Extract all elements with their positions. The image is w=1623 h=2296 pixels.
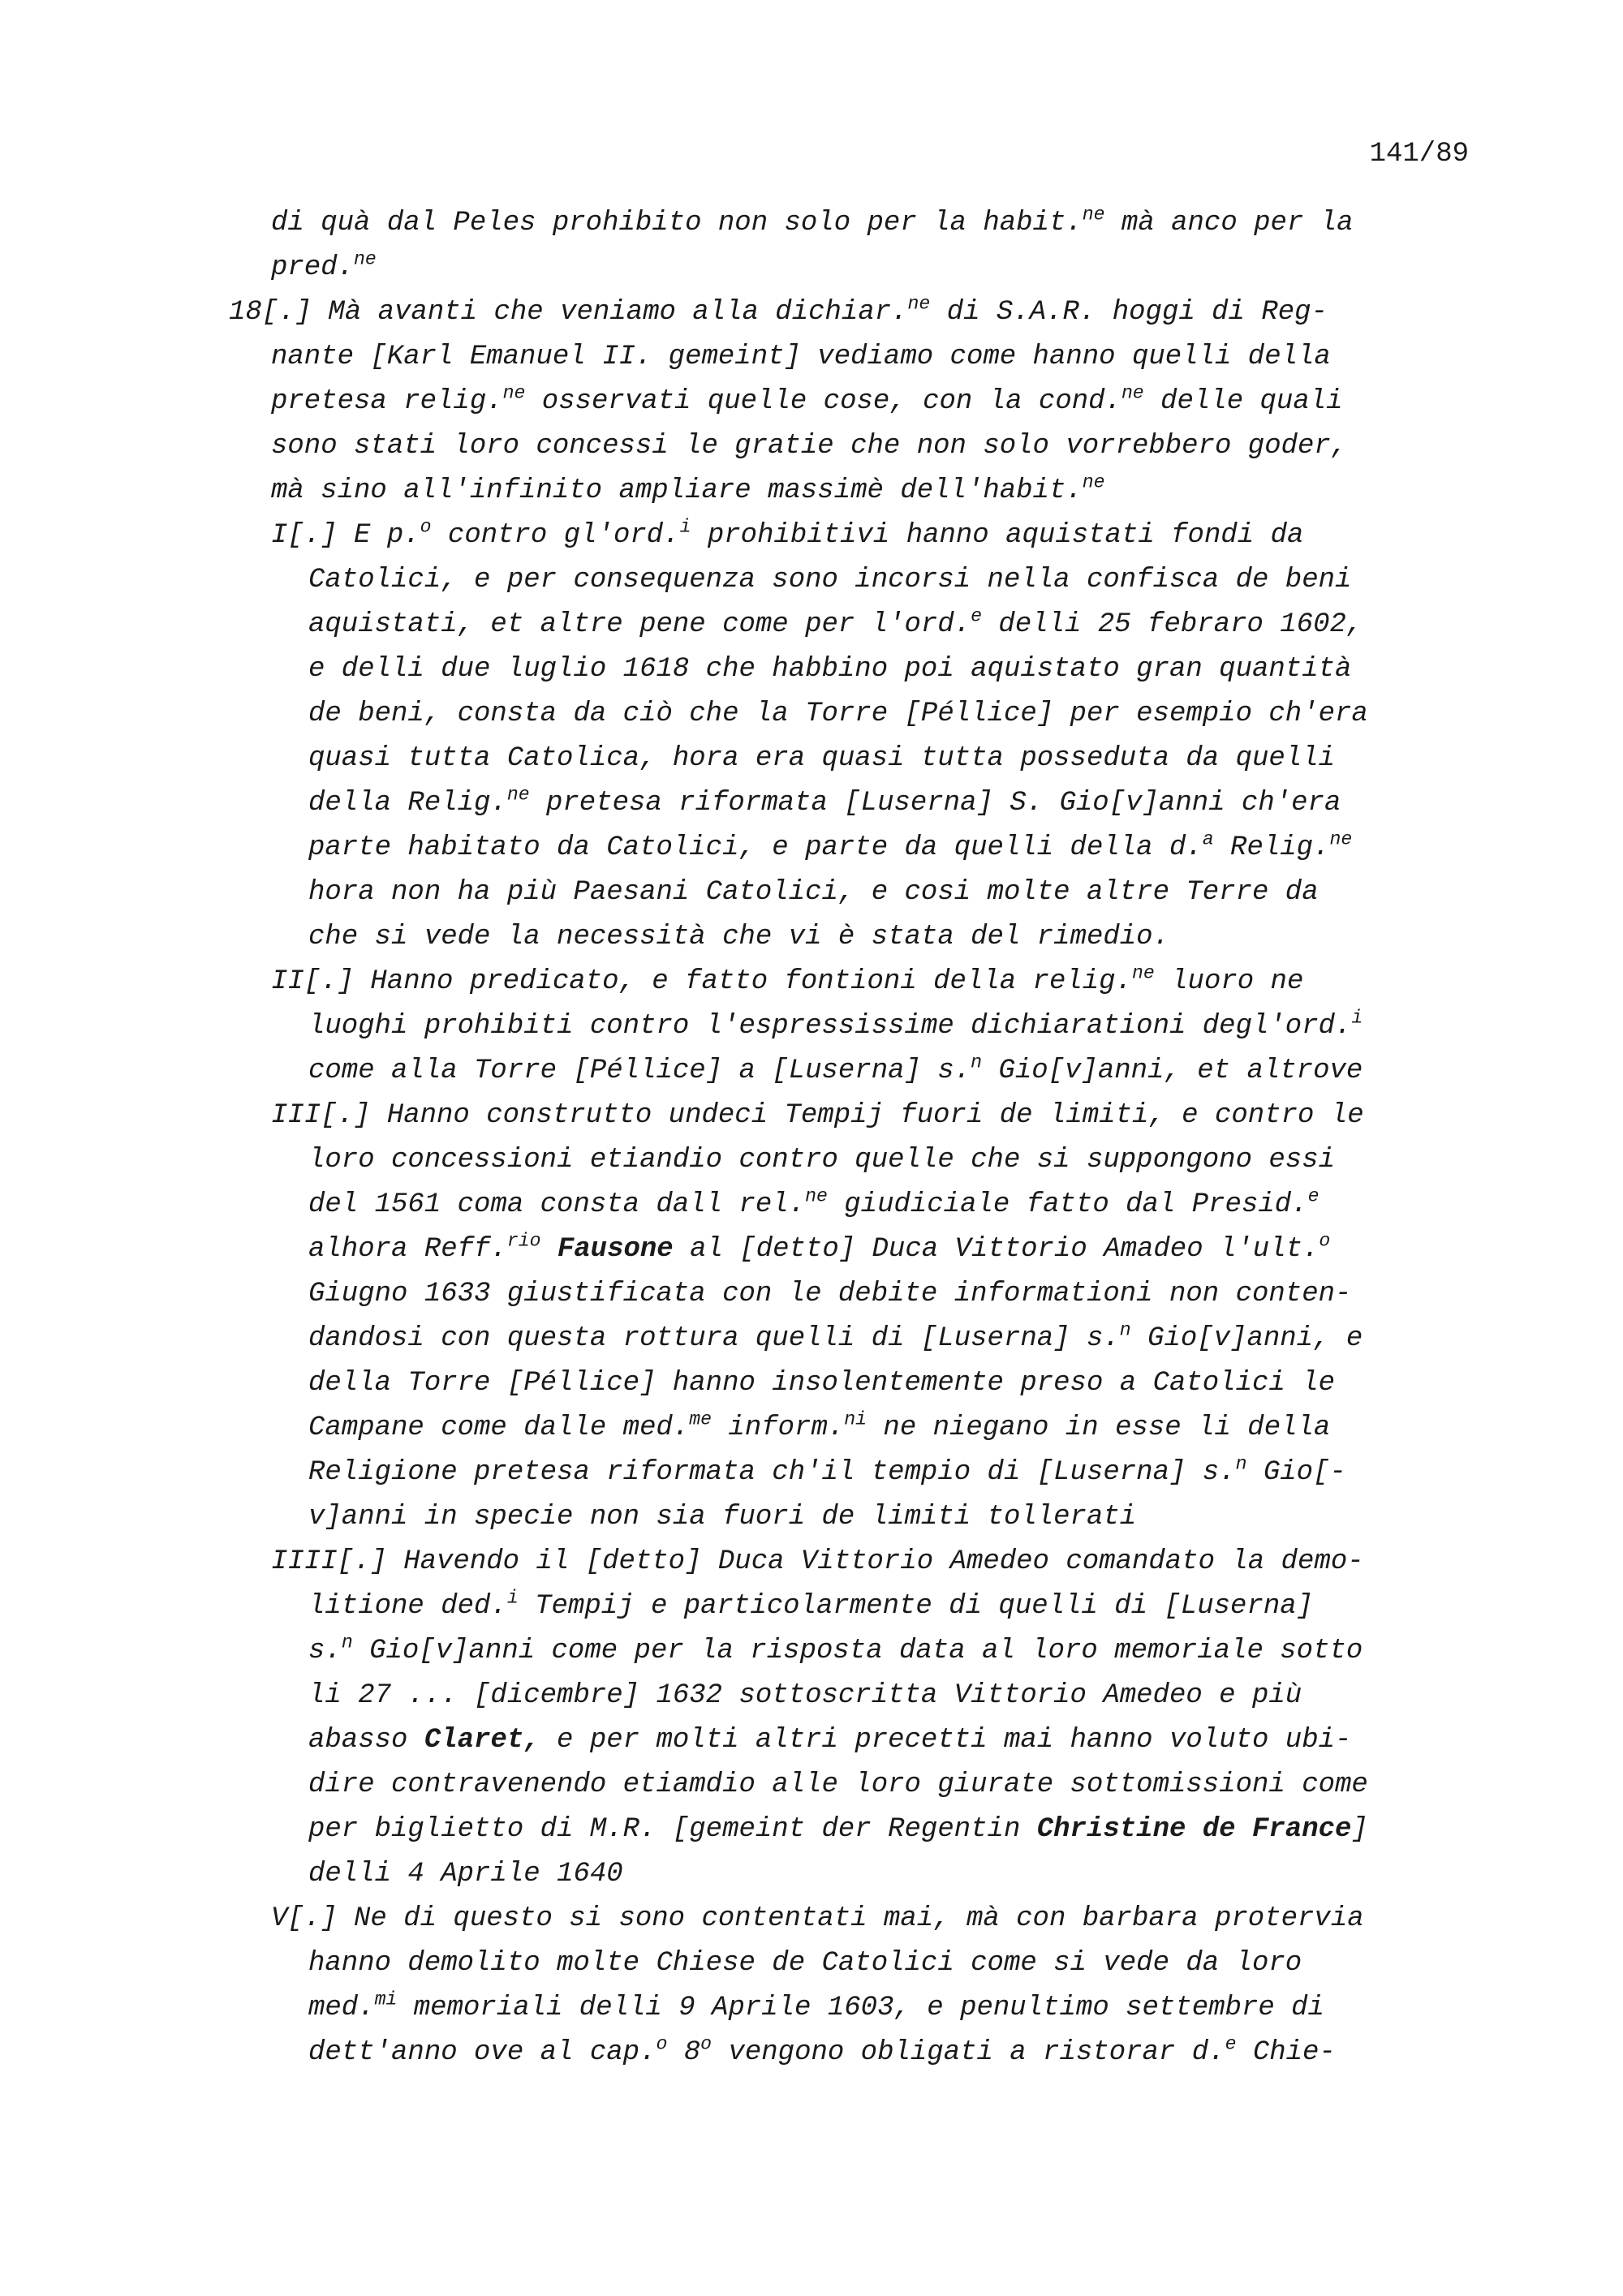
text-segment: delli 4 Aprile 1640 bbox=[308, 1859, 623, 1890]
text-segment: quasi tutta Catolica, hora era quasi tutta posseduta da quelli bbox=[308, 743, 1336, 774]
text-segment: Relig. bbox=[1213, 832, 1330, 863]
text-segment: che si vede la necessità che vi è stata del rimedio. bbox=[308, 922, 1169, 952]
text-segment: Chie- bbox=[1236, 2037, 1336, 2068]
text-line bbox=[229, 1228, 1495, 1272]
text-segment: per biglietto di M.R. [gemeint der Regentin bbox=[308, 1814, 1037, 1845]
text-line bbox=[229, 603, 1495, 647]
text-segment: li 27 ... [dicembre] 1632 sottoscritta Vittorio Amedeo e più bbox=[308, 1680, 1302, 1711]
text-segment: litione ded. bbox=[308, 1591, 507, 1622]
text-line bbox=[229, 692, 1495, 737]
text-segment: mà anco per la bbox=[1104, 208, 1354, 239]
text-segment: Giugno 1633 giustificata con le debite informationi non conten- bbox=[308, 1279, 1352, 1309]
text-line bbox=[229, 1272, 1495, 1317]
text-segment: III[.] Hanno construtto undeci Tempij fuori de limiti, e contro le bbox=[271, 1100, 1364, 1131]
superscript-abbreviation: ne bbox=[506, 784, 530, 806]
bold-name: Christine de France bbox=[1036, 1814, 1352, 1845]
text-segment: del 1561 coma consta dall rel. bbox=[308, 1189, 806, 1220]
text-line bbox=[229, 915, 1495, 960]
text-line bbox=[229, 1451, 1495, 1495]
text-segment: pretesa relig. bbox=[271, 386, 503, 417]
superscript-abbreviation: ni bbox=[844, 1408, 867, 1430]
text-line bbox=[229, 469, 1495, 514]
superscript-abbreviation: rio bbox=[506, 1230, 541, 1252]
text-segment: loro concessioni etiandio contro quelle che si suppongono essi bbox=[308, 1145, 1336, 1176]
text-segment: med. bbox=[308, 1993, 375, 2023]
text-segment: parte habitato da Catolici, e parte da quelli della d. bbox=[308, 832, 1203, 863]
text-line bbox=[229, 781, 1495, 826]
text-line bbox=[229, 1986, 1495, 2031]
text-line bbox=[229, 826, 1495, 871]
text-segment: nante [Karl Emanuel II. gemeint] vediamo come hanno quelli della bbox=[271, 342, 1331, 372]
text-segment: 8 bbox=[667, 2037, 701, 2068]
text-segment: e per molti altri precetti mai hanno voluto ubi- bbox=[540, 1725, 1352, 1756]
text-segment: Catolici, e per consequenza sono incorsi nella confisca de beni bbox=[308, 565, 1352, 595]
superscript-abbreviation: ne bbox=[354, 248, 377, 270]
text-segment: al [detto] Duca Vittorio Amadeo l'ult. bbox=[673, 1234, 1319, 1265]
text-line bbox=[229, 380, 1495, 424]
text-segment: di S.A.R. hoggi di Reg- bbox=[930, 297, 1328, 328]
superscript-abbreviation: ne bbox=[805, 1185, 828, 1207]
text-segment: aquistati, et altre pene come per l'ord. bbox=[308, 609, 971, 640]
text-segment: dett'anno ove al cap. bbox=[308, 2037, 657, 2068]
text-segment: alhora Reff. bbox=[308, 1234, 507, 1265]
text-segment: I[.] E p. bbox=[271, 520, 420, 551]
text-segment: Gio[v]anni, et altrove bbox=[982, 1056, 1363, 1086]
text-line bbox=[229, 1897, 1495, 1941]
superscript-abbreviation: ne bbox=[907, 293, 931, 315]
text-line bbox=[229, 871, 1495, 915]
text-segment: della Torre [Péllice] hanno insolentemente preso a Catolici le bbox=[308, 1368, 1336, 1399]
text-line bbox=[229, 1406, 1495, 1451]
superscript-abbreviation: n bbox=[1235, 1453, 1247, 1475]
text-segment: hanno demolito molte Chiese de Catolici come si vede da loro bbox=[308, 1948, 1302, 1979]
text-line bbox=[229, 514, 1495, 558]
text-segment: luoghi prohibiti contro l'espressissime dichiarationi degl'ord. bbox=[308, 1011, 1352, 1042]
text-segment: s. bbox=[308, 1636, 342, 1666]
superscript-abbreviation: o bbox=[700, 2033, 712, 2055]
text-segment: della Relig. bbox=[308, 788, 507, 819]
text-segment: vengono obligati a ristorar d. bbox=[712, 2037, 1225, 2068]
superscript-abbreviation: ne bbox=[1082, 204, 1105, 226]
superscript-abbreviation: n bbox=[1119, 1319, 1131, 1341]
superscript-abbreviation: n bbox=[341, 1632, 353, 1653]
superscript-abbreviation: i bbox=[506, 1587, 519, 1609]
text-line bbox=[229, 1763, 1495, 1808]
bold-name: Claret, bbox=[424, 1725, 540, 1756]
superscript-abbreviation: o bbox=[420, 516, 432, 538]
text-line bbox=[229, 558, 1495, 603]
text-line bbox=[229, 1852, 1495, 1897]
text-segment: luoro ne bbox=[1154, 966, 1304, 997]
superscript-abbreviation: o bbox=[1319, 1230, 1331, 1252]
text-segment: e delli due luglio 1618 che habbino poi aquistato gran quantità bbox=[308, 654, 1352, 685]
text-segment: delle quali bbox=[1143, 386, 1343, 417]
superscript-abbreviation: ne bbox=[502, 382, 526, 404]
text-segment: pretesa riformata [Luserna] S. Gio[v]anni ch'era bbox=[529, 788, 1341, 819]
superscript-abbreviation: me bbox=[689, 1408, 712, 1430]
text-line bbox=[229, 1004, 1495, 1049]
text-segment: Gio[v]anni, e bbox=[1130, 1323, 1363, 1354]
text-segment: contro gl'ord. bbox=[431, 520, 680, 551]
text-line bbox=[229, 246, 1495, 290]
superscript-abbreviation: i bbox=[1351, 1007, 1363, 1029]
superscript-abbreviation: ne bbox=[1082, 471, 1105, 493]
text-segment: giudiciale fatto dal Presid. bbox=[827, 1189, 1308, 1220]
text-segment: ] bbox=[1351, 1814, 1368, 1845]
text-line bbox=[229, 1674, 1495, 1718]
text-segment: dandosi con questa rottura quelli di [Luserna] s. bbox=[308, 1323, 1120, 1354]
superscript-abbreviation: a bbox=[1202, 828, 1214, 850]
page-number: 141/89 bbox=[1369, 139, 1469, 170]
text-segment bbox=[540, 1234, 557, 1265]
text-line bbox=[229, 1138, 1495, 1183]
text-segment: prohibitivi hanno aquistati fondi da bbox=[691, 520, 1304, 551]
text-line bbox=[229, 1718, 1495, 1763]
text-line bbox=[229, 647, 1495, 692]
text-line bbox=[229, 1183, 1495, 1228]
text-line bbox=[229, 1361, 1495, 1406]
superscript-abbreviation: ne bbox=[1329, 828, 1353, 850]
text-line bbox=[229, 1495, 1495, 1540]
text-segment: Gio[v]anni come per la risposta data al loro memoriale sotto bbox=[352, 1636, 1363, 1666]
text-segment: osservati quelle cose, con la cond. bbox=[525, 386, 1121, 417]
text-segment: IIII[.] Havendo il [detto] Duca Vittorio Amedeo comandato la demo- bbox=[271, 1546, 1364, 1577]
text-line bbox=[229, 335, 1495, 380]
superscript-abbreviation: e bbox=[1225, 2033, 1237, 2055]
text-segment: hora non ha più Paesani Catolici, e cosi molte altre Terre da bbox=[308, 877, 1319, 908]
text-line bbox=[229, 1584, 1495, 1629]
text-line bbox=[229, 290, 1495, 335]
superscript-abbreviation: mi bbox=[374, 1989, 398, 2010]
text-segment: Campane come dalle med. bbox=[308, 1412, 690, 1443]
superscript-abbreviation: e bbox=[971, 605, 983, 627]
text-segment: Tempij e particolarmente di quelli di [Luserna] bbox=[518, 1591, 1314, 1622]
text-segment: pred. bbox=[271, 252, 355, 283]
text-line bbox=[229, 424, 1495, 469]
text-segment: Gio[- bbox=[1246, 1457, 1346, 1488]
text-segment: come alla Torre [Péllice] a [Luserna] s. bbox=[308, 1056, 971, 1086]
text-segment: Religione pretesa riformata ch'il tempio di [Luserna] s. bbox=[308, 1457, 1236, 1488]
text-line bbox=[229, 1317, 1495, 1361]
superscript-abbreviation: i bbox=[679, 516, 691, 538]
text-line bbox=[229, 1629, 1495, 1674]
text-segment: de beni, consta da ciò che la Torre [Péllice] per esempio ch'era bbox=[308, 699, 1368, 729]
text-segment: v]anni in specie non sia fuori de limiti tollerati bbox=[308, 1502, 1137, 1533]
text-line bbox=[229, 737, 1495, 781]
text-line bbox=[229, 1941, 1495, 1986]
text-line bbox=[229, 1540, 1495, 1584]
text-line bbox=[229, 1049, 1495, 1094]
text-segment: ne niegano in esse li della bbox=[867, 1412, 1331, 1443]
text-segment: mà sino all'infinito ampliare massimè dell'habit. bbox=[271, 475, 1083, 506]
superscript-abbreviation: ne bbox=[1131, 962, 1155, 984]
text-segment: V[.] Ne di questo si sono contentati mai, mà con barbara protervia bbox=[271, 1903, 1364, 1934]
superscript-abbreviation: e bbox=[1307, 1185, 1319, 1207]
document-body bbox=[229, 201, 1495, 2075]
superscript-abbreviation: o bbox=[656, 2033, 668, 2055]
text-segment: di quà dal Peles prohibito non solo per la habit. bbox=[271, 208, 1083, 239]
text-line bbox=[229, 201, 1495, 246]
text-segment: delli 25 febraro 1602, bbox=[982, 609, 1363, 640]
text-segment: memoriali delli 9 Aprile 1603, e penultimo settembre di bbox=[397, 1993, 1324, 2023]
text-line bbox=[229, 2031, 1495, 2075]
text-line bbox=[229, 1094, 1495, 1138]
text-segment: sono stati loro concessi le gratie che non solo vorrebbero goder, bbox=[271, 431, 1348, 462]
text-line bbox=[229, 1808, 1495, 1852]
text-segment: abasso bbox=[308, 1725, 424, 1756]
text-segment: II[.] Hanno predicato, e fatto fontioni della relig. bbox=[271, 966, 1132, 997]
text-line bbox=[229, 960, 1495, 1004]
superscript-abbreviation: ne bbox=[1121, 382, 1144, 404]
text-segment: inform. bbox=[712, 1412, 845, 1443]
text-segment: dire contravenendo etiamdio alle loro giurate sottomissioni come bbox=[308, 1769, 1368, 1800]
bold-name: Fausone bbox=[557, 1234, 674, 1265]
superscript-abbreviation: n bbox=[971, 1051, 983, 1073]
text-segment: 18[.] Mà avanti che veniamo alla dichiar. bbox=[229, 297, 908, 328]
